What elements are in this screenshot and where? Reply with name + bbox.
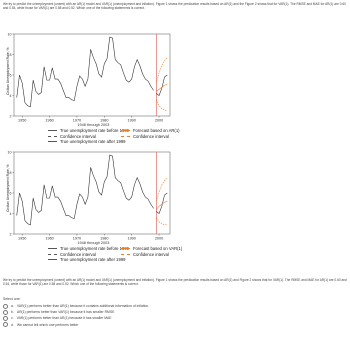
- legend-item-forecast: [121, 246, 182, 251]
- legend-item-true-before: [48, 128, 129, 133]
- y-tick-label: 8: [9, 52, 12, 57]
- figure-2-ylabel: Civilian Unemployment Rate, %: [6, 164, 10, 212]
- option-letter: a.: [11, 304, 14, 309]
- x-tick-label: 1980: [100, 236, 109, 241]
- series-ci-upper: [156, 58, 167, 84]
- legend-swatch: [48, 136, 57, 137]
- x-tick-label: 1970: [72, 118, 82, 123]
- series-true-before: [17, 155, 154, 225]
- legend-swatch: [48, 254, 57, 255]
- x-tick-label: 1950: [17, 118, 27, 123]
- legend-swatch: [48, 248, 57, 249]
- figure-1-ylabel: Civilian Unemployment Rate, %: [6, 47, 10, 95]
- series-ci-upper: [156, 178, 167, 202]
- x-tick-label: 1980: [100, 118, 109, 123]
- series-true-before: [17, 37, 154, 107]
- plot-frame: [14, 34, 170, 116]
- legend-label: Confidence interval: [133, 133, 169, 139]
- legend-label: Confidence interval: [133, 251, 169, 257]
- x-tick-label: 1990: [127, 236, 136, 241]
- option-text: We cannot tell which one performs better: [16, 322, 79, 327]
- ar1-forecast-chart: [0, 32, 175, 128]
- select-one-label: Select one:: [3, 297, 21, 301]
- legend-label: Confidence interval: [60, 251, 96, 257]
- option-letter: c.: [11, 316, 14, 321]
- option-text: AR(1) performs better than VAR(1) because it has smaller RMSE: [16, 310, 115, 315]
- x-tick-label: 1950: [17, 236, 27, 241]
- x-tick-label: 1970: [72, 236, 82, 241]
- series-ci-lower: [156, 218, 167, 225]
- y-tick-label: 2: [9, 114, 12, 119]
- question-text-bottom: We try to predict the unemployment (unemt) with an AR(1) model and VAR(1) (unemployment and inflation). Figure 1 shows the predication results based on AR(1) and Figure 2 shows that for VAR(1). The RMSE and MAE for AR(1) are 0.60 and 0.54, while those for VAR(1) are 0.58 and 0.52. Which one of the following statements is correct.: [3, 278, 347, 287]
- legend-item-ci-forecast: [121, 134, 169, 139]
- option-letter: b.: [11, 310, 14, 315]
- figure-1: [0, 32, 175, 128]
- legend-swatch: [48, 130, 57, 131]
- y-tick-label: 2: [9, 232, 12, 237]
- figure-2-legend: [48, 246, 183, 270]
- question-text-top: We try to predict the unemployment (unemt) with an AR(1) model and VAR(1) (unemployment and inflation). Figure 1 shows the predication results based on AR(1) and the Figure 2 shows that for VAR(1). The RMSE and MAE for AR(1) are 0.60 and 0.54, while those for VAR(1) are 0.58 and 0.52. Which one of the following statements is correct.: [3, 2, 346, 11]
- legend-item-ci: [48, 252, 96, 257]
- option-text: VAR(1) performs better than AR(1) because it contains additional information of inflation.: [16, 304, 150, 309]
- series-ci-lower: [156, 100, 167, 111]
- legend-label: Confidence interval: [60, 133, 96, 139]
- legend-label: Forecast based on AR(1): [133, 128, 180, 133]
- option-d[interactable]: [3, 322, 303, 328]
- legend-label: True unemployment rate before 1999: [60, 128, 129, 133]
- x-tick-label: 2000: [154, 236, 164, 241]
- answer-options: [3, 303, 303, 328]
- legend-item-ci: [48, 134, 96, 139]
- y-tick-label: 10: [7, 32, 12, 37]
- radio-button[interactable]: [3, 310, 8, 315]
- x-tick-label: 1960: [45, 118, 54, 123]
- legend-item-true-before: [48, 246, 129, 251]
- x-axis-label: 1948 through 2003: [77, 241, 110, 245]
- radio-button[interactable]: [3, 304, 8, 309]
- option-letter: d.: [11, 322, 14, 327]
- legend-item-ci-forecast: [121, 252, 169, 257]
- x-tick-label: 2000: [154, 118, 164, 123]
- radio-button[interactable]: [3, 322, 8, 327]
- var1-forecast-chart: [0, 150, 175, 246]
- x-axis-label: 1948 through 2003: [77, 123, 110, 127]
- legend-label: True unemployment rate after 1999: [60, 257, 126, 262]
- y-tick-label: 4: [9, 211, 12, 216]
- legend-item-true-after: [48, 257, 126, 262]
- legend-swatch: [121, 136, 130, 137]
- option-text: VAR(1) performs better than AR(1) because it has smaller MAE: [16, 316, 112, 321]
- plot-frame: [14, 152, 170, 234]
- legend-swatch: [121, 130, 130, 131]
- y-tick-label: 6: [9, 191, 12, 196]
- y-tick-label: 10: [7, 150, 12, 155]
- figure-1-legend: [48, 128, 180, 152]
- legend-label: True unemployment rate after 1999: [60, 139, 126, 144]
- legend-item-true-after: [48, 139, 126, 144]
- x-tick-label: 1960: [45, 236, 54, 241]
- legend-swatch: [121, 248, 130, 249]
- x-tick-label: 1990: [127, 118, 136, 123]
- legend-label: Forecast based on VAR(1): [133, 246, 183, 251]
- y-tick-label: 4: [9, 93, 12, 98]
- legend-swatch: [121, 254, 130, 255]
- y-tick-label: 6: [9, 73, 12, 78]
- y-tick-label: 8: [9, 170, 12, 175]
- legend-swatch: [48, 259, 57, 260]
- legend-swatch: [48, 141, 57, 142]
- radio-button[interactable]: [3, 316, 8, 321]
- legend-item-forecast: [121, 128, 180, 133]
- legend-label: True unemployment rate before 1999: [60, 246, 129, 251]
- figure-2: [0, 150, 175, 246]
